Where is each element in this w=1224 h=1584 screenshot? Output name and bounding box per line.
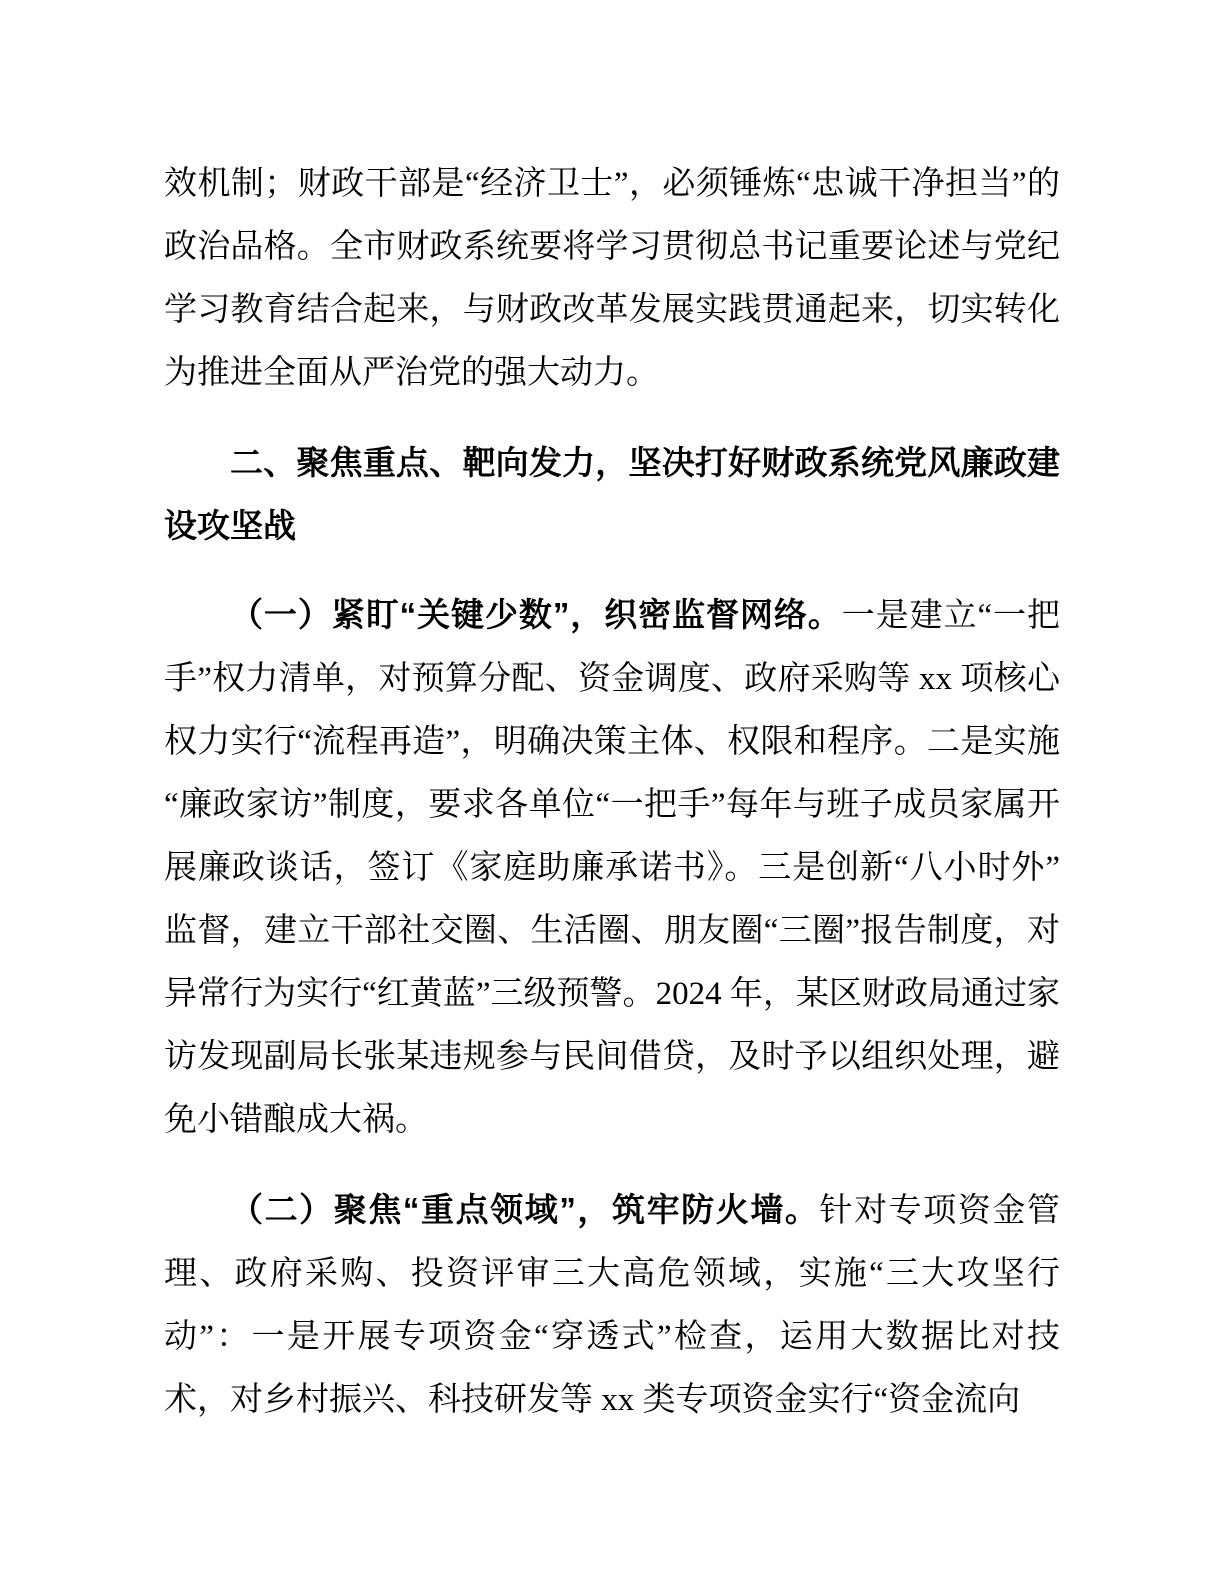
paragraph-one-body-text: 一是建立“一把手”权力清单，对预算分配、资金调度、政府采购等 xx 项核心权力实行“流程再造”，明确决策主体、权限和程序。二是实施“廉政家访”制度，要求各单位“一把手”每年与班子成员家属开展廉政谈话，签订《家庭助廉承诺书》。三是创新“八小时外”监督，建立干部社交圈、生活圈、朋友圈“三圈”报告制度，对异常行为实行“红黄蓝”三级预警。2024 年，某区财政局通过家访发现副局长张某违规参与民间借贷，及时予以组织处理，避免小错酿成大祸。	[164, 598, 1060, 1138]
paragraph-two-body-text: 针对专项资金管理、政府采购、投资评审三大高危领域，实施“三大攻坚行动”：一是开展专项资金“穿透式”检查，运用大数据比对技术，对乡村振兴、科技研发等 xx 类专项资金实行“资金流向	[164, 1193, 1061, 1418]
paragraph-two-lead-bold: （二）聚焦“重点领域”，筑牢防火墙。	[230, 1191, 820, 1228]
paragraph-item-one	[164, 583, 1060, 1152]
paragraph-continuation: 效机制；财政干部是“经济卫士”，必须锤炼“忠诚干净担当”的政治品格。全市财政系统要将学习贯彻总书记重要论述与党纪学习教育结合起来，与财政改革发展实践贯通起来，切实转化为推进全面从严治党的强大动力。	[164, 166, 1060, 391]
section-heading: 二、聚焦重点、靶向发力，坚决打好财政系统党风廉政建设攻坚战	[164, 444, 1060, 544]
paragraph-item-two	[164, 1178, 1060, 1432]
paragraph-one-lead-bold: （一）紧盯“关键少数”，织密监督网络。	[230, 596, 842, 633]
